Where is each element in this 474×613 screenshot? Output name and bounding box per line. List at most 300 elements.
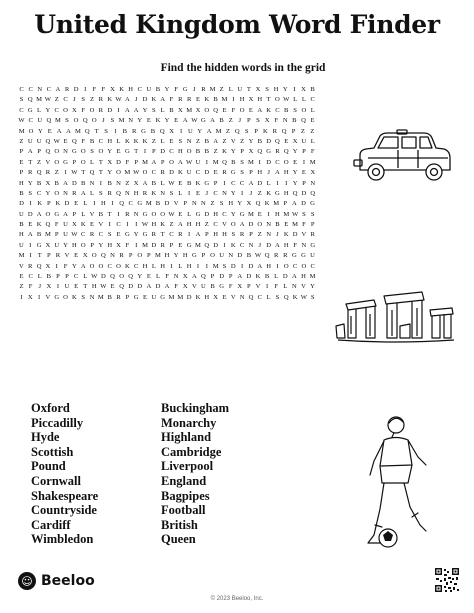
grid-letter: I [170, 262, 173, 270]
grid-letter: W [115, 96, 122, 104]
grid-letter: H [266, 262, 271, 270]
grid-letter: T [98, 169, 103, 177]
grid-letter: O [91, 252, 97, 260]
grid-letter: K [266, 106, 271, 114]
grid-letter: S [19, 96, 24, 104]
grid-letter: U [19, 210, 24, 218]
grid-letter: X [46, 283, 52, 291]
grid-letter: S [28, 189, 33, 197]
grid-letter: X [195, 106, 201, 114]
grid-letter: E [146, 273, 151, 281]
grid-letter: U [219, 252, 224, 260]
copyright-text: © 2023 Beeloo, Inc. [210, 596, 264, 602]
grid-letter: I [108, 221, 111, 229]
grid-letter: H [142, 262, 148, 270]
grid-letter: E [248, 106, 253, 114]
grid-letter: Z [125, 179, 130, 187]
grid-letter: G [204, 179, 210, 187]
grid-letter: P [19, 169, 24, 177]
grid-letter: S [302, 210, 306, 218]
grid-letter: A [257, 262, 263, 270]
grid-letter: Q [119, 283, 124, 291]
grid-letter: O [91, 117, 97, 125]
grid-letter: B [275, 221, 280, 229]
grid-letter: S [152, 106, 156, 114]
grid-letter: P [247, 283, 251, 291]
grid-letter: Q [201, 273, 206, 281]
grid-letter: S [99, 189, 103, 197]
grid-letter: H [19, 179, 24, 187]
grid-letter: O [98, 148, 104, 156]
grid-letter: Z [54, 169, 59, 177]
grid-letter: I [20, 293, 23, 301]
grid-letter: V [230, 137, 236, 145]
grid-letter: S [310, 210, 315, 218]
grid-letter: O [257, 221, 263, 229]
grid-letter: X [45, 262, 51, 270]
grid-letter: I [143, 148, 147, 156]
grid-letter: E [28, 221, 33, 229]
grid-letter: Q [128, 273, 134, 281]
grid-letter: I [241, 189, 244, 197]
grid-letter: C [36, 189, 42, 197]
grid-letter: N [37, 86, 43, 93]
grid-letter: P [201, 252, 206, 260]
grid-letter: M [248, 210, 254, 218]
grid-letter: H [204, 293, 210, 301]
grid-letter: O [283, 158, 289, 166]
grid-letter: K [266, 189, 271, 197]
grid-letter: Y [173, 252, 179, 260]
grid-letter: C [257, 293, 262, 301]
grid-letter: R [98, 96, 104, 104]
grid-letter: B [46, 273, 52, 281]
word-list-item: Liverpool [161, 459, 214, 474]
grid-letter: N [310, 179, 316, 187]
grid-letter: I [205, 262, 208, 270]
grid-letter: S [275, 293, 280, 301]
grid-letter: A [275, 169, 280, 177]
grid-letter: I [258, 158, 261, 166]
grid-letter: G [310, 241, 316, 249]
grid-letter: C [275, 158, 280, 166]
grid-letter: H [101, 200, 106, 208]
grid-letter: V [45, 158, 51, 166]
grid-letter: K [264, 200, 270, 208]
grid-letter: V [98, 221, 104, 229]
grid-letter: Y [45, 189, 51, 197]
grid-letter: C [107, 262, 112, 270]
grid-letter: D [155, 283, 161, 291]
grid-letter: J [205, 189, 209, 197]
grid-letter: P [210, 273, 215, 281]
grid-letter: Y [237, 200, 243, 208]
grid-letter: D [282, 273, 288, 281]
grid-letter: O [275, 96, 280, 104]
grid-letter: J [134, 96, 138, 104]
grid-letter: E [169, 137, 174, 145]
grid-letter: X [45, 179, 51, 187]
grid-letter: D [204, 210, 210, 218]
grid-letter: Y [137, 273, 143, 281]
grid-letter: N [301, 241, 307, 249]
grid-letter: V [301, 231, 307, 239]
grid-letter: O [54, 158, 60, 166]
grid-letter: K [195, 293, 201, 301]
grid-letter: W [53, 137, 60, 145]
grid-letter: D [27, 210, 33, 218]
grid-letter: Q [264, 252, 270, 260]
grid-letter: P [90, 241, 94, 249]
page-title: United Kingdom Word Finder [34, 10, 440, 39]
grid-letter: Q [213, 106, 219, 114]
grid-letter: P [283, 200, 288, 208]
grid-letter: J [276, 231, 279, 239]
grid-letter: P [134, 158, 139, 166]
grid-letter: D [128, 283, 134, 291]
grid-letter: Z [257, 189, 262, 197]
grid-letter: L [310, 106, 315, 114]
grid-letter: O [169, 158, 174, 166]
grid-letter: N [291, 283, 297, 291]
grid-letter: D [160, 148, 166, 156]
grid-letter: M [18, 127, 25, 135]
grid-letter: L [274, 273, 279, 281]
grid-letter: F [63, 262, 68, 270]
grid-letter: M [215, 127, 222, 135]
grid-letter: F [302, 221, 306, 229]
grid-letter: B [151, 179, 157, 187]
grid-letter: H [182, 252, 188, 260]
grid-letter: C [28, 86, 33, 93]
grid-letter: Q [292, 189, 298, 197]
grid-letter: H [213, 231, 219, 239]
grid-letter: N [186, 137, 192, 145]
grid-letter: C [28, 117, 33, 125]
grid-letter: O [301, 106, 307, 114]
grid-letter: O [116, 169, 121, 177]
grid-letter: Z [19, 137, 24, 145]
grid-letter: C [19, 106, 24, 114]
grid-letter: I [64, 169, 67, 177]
grid-letter: J [193, 86, 196, 93]
grid-letter: K [230, 241, 236, 249]
grid-letter: R [222, 169, 227, 177]
grid-letter: B [36, 231, 42, 239]
grid-letter: L [266, 293, 271, 301]
grid-letter: P [254, 127, 258, 135]
grid-letter: B [150, 127, 156, 135]
grid-letter: A [80, 189, 86, 197]
grid-letter: G [124, 148, 130, 156]
word-list-item: Cardiff [31, 517, 71, 532]
grid-letter: Z [228, 117, 233, 125]
word-list-item: Hyde [31, 430, 60, 445]
grid-letter: N [191, 200, 197, 208]
grid-letter: Q [283, 148, 289, 156]
grid-letter: B [231, 158, 236, 166]
grid-letter: K [142, 137, 148, 145]
grid-letter: Y [292, 148, 298, 156]
grid-letter: O [80, 241, 86, 249]
grid-letter: E [90, 221, 95, 229]
grid-letter: F [125, 241, 130, 249]
brand-name: Beeloo [41, 573, 95, 589]
grid-letter: N [116, 179, 121, 187]
grid-letter: E [310, 117, 315, 125]
grid-letter: C [81, 231, 86, 239]
grid-letter: T [94, 127, 99, 135]
grid-letter: C [54, 106, 59, 114]
grid-letter: S [81, 96, 86, 104]
grid-letter: B [219, 117, 224, 125]
grid-letter: X [182, 273, 188, 281]
grid-letter: L [266, 179, 271, 187]
grid-letter: M [75, 127, 81, 135]
grid-letter: M [18, 252, 25, 260]
grid-letter: I [241, 262, 244, 270]
word-list-item: Highland [161, 430, 212, 445]
grid-letter: S [219, 200, 224, 208]
grid-letter: D [301, 189, 307, 197]
grid-letter: X [264, 117, 270, 125]
grid-letter: Z [310, 127, 315, 135]
grid-letter: L [178, 189, 183, 197]
grid-letter: E [213, 169, 218, 177]
grid-letter: Y [197, 127, 203, 135]
grid-letter: M [248, 158, 254, 166]
grid-row [17, 137, 317, 147]
grid-letter: F [274, 117, 278, 125]
grid-letter: S [169, 189, 174, 197]
grid-letter: Z [240, 137, 245, 145]
grid-letter: P [291, 127, 296, 135]
grid-letter: I [29, 200, 32, 208]
grid-letter: D [248, 262, 254, 270]
grid-letter: G [137, 200, 143, 208]
word-list-item: Monarchy [161, 415, 217, 430]
grid-letter: H [228, 200, 234, 208]
grid-letter: X [292, 137, 298, 145]
grid-letter: B [210, 283, 215, 291]
grid-letter: O [116, 262, 121, 270]
grid-letter: H [128, 86, 134, 93]
grid-row [17, 293, 317, 303]
grid-letter: B [98, 210, 104, 218]
grid-letter: N [110, 252, 115, 260]
grid-letter: D [266, 137, 271, 145]
grid-letter: S [65, 117, 69, 125]
grid-letter: D [248, 221, 254, 229]
grid-letter: X [27, 293, 33, 301]
grid-letter: G [310, 200, 315, 208]
grid-letter: I [302, 158, 306, 166]
grid-letter: L [37, 273, 42, 281]
grid-letter: P [160, 158, 165, 166]
grid-letter: W [91, 273, 98, 281]
grid-letter: G [54, 293, 60, 301]
grid-letter: A [63, 210, 68, 218]
grid-letter: N [266, 231, 271, 239]
grid-row [17, 241, 317, 251]
grid-letter: M [36, 96, 42, 104]
grid-letter: S [244, 127, 249, 135]
grid-letter: U [310, 252, 315, 260]
grid-letter: P [54, 231, 59, 239]
word-list-item: Cambridge [161, 444, 222, 459]
grid-letter: Q [248, 293, 254, 301]
grid-letter: O [151, 210, 157, 218]
word-list-left [31, 401, 98, 547]
grid-letter: R [55, 252, 61, 260]
grid-letter: S [310, 293, 315, 301]
grid-letter: V [191, 283, 197, 291]
grid-letter: G [63, 158, 68, 166]
grid-letter: M [212, 158, 219, 166]
grid-row [17, 127, 317, 137]
grid-letter: E [47, 127, 52, 135]
grid-letter: C [19, 86, 24, 93]
grid-letter: A [239, 221, 245, 229]
grid-letter: X [82, 252, 88, 260]
grid-letter: M [124, 169, 131, 177]
grid-row [17, 168, 317, 178]
word-list-item: Piccadilly [31, 415, 84, 430]
grid-letter: J [249, 189, 253, 197]
grid-letter: G [291, 252, 297, 260]
grid-letter: Q [84, 127, 90, 135]
grid-letter: C [133, 262, 139, 270]
grid-letter: A [210, 117, 215, 125]
grid-letter: Q [45, 137, 51, 145]
grid-letter: U [237, 86, 243, 93]
grid-letter: U [151, 293, 157, 301]
grid-letter: O [54, 148, 60, 156]
grid-letter: R [310, 231, 315, 239]
grid-letter: T [98, 158, 103, 166]
grid-letter: D [257, 179, 263, 187]
grid-letter: X [246, 200, 252, 208]
grid-letter: M [44, 231, 51, 239]
grid-letter: B [107, 179, 112, 187]
grid-letter: S [240, 158, 244, 166]
grid-letter: Q [257, 148, 263, 156]
grid-letter: I [37, 293, 41, 301]
grid-letter: A [124, 96, 130, 104]
grid-letter: B [204, 148, 209, 156]
word-list-item: Wimbledon [31, 532, 94, 547]
grid-letter: C [116, 221, 121, 229]
grid-letter: D [204, 169, 210, 177]
grid-letter: N [63, 189, 68, 197]
grid-letter: I [196, 262, 200, 270]
grid-letter: Q [89, 169, 95, 177]
grid-letter: U [63, 221, 68, 229]
grid-letter: E [146, 117, 151, 125]
grid-letter: D [64, 200, 70, 208]
grid-letter: N [239, 293, 245, 301]
grid-letter: O [98, 262, 104, 270]
grid-letter: E [222, 106, 227, 114]
grid-letter: U [19, 241, 24, 249]
grid-letter: Q [45, 221, 51, 229]
grid-letter: A [27, 231, 33, 239]
grid-letter: Z [210, 200, 215, 208]
grid-letter: P [72, 210, 77, 218]
grid-letter: R [283, 252, 288, 260]
grid-letter: L [90, 158, 95, 166]
grid-letter: B [310, 86, 315, 93]
grid-letter: C [239, 241, 245, 249]
grid-letter: L [90, 189, 95, 197]
grid-letter: E [19, 158, 24, 166]
grid-letter: Q [45, 148, 51, 156]
grid-letter: O [28, 127, 34, 135]
grid-letter: O [230, 221, 236, 229]
grid-letter: E [74, 200, 79, 208]
grid-letter: F [54, 221, 59, 229]
grid-letter: U [37, 117, 43, 125]
grid-letter: P [72, 158, 77, 166]
grid-letter: O [283, 262, 289, 270]
grid-letter: Q [72, 137, 77, 145]
grid-letter: E [116, 231, 121, 239]
grid-letter: F [81, 137, 86, 145]
grid-letter: B [19, 189, 24, 197]
grid-letter: U [186, 169, 192, 177]
grid-letter: W [100, 283, 107, 291]
grid-letter: K [160, 221, 166, 229]
grid-letter: V [230, 293, 236, 301]
grid-letter: J [73, 96, 76, 104]
grid-letter: M [209, 86, 216, 93]
word-list-item: England [161, 473, 207, 488]
grid-row [17, 179, 317, 189]
grid-letter: C [275, 106, 280, 114]
grid-letter: I [232, 96, 235, 104]
grid-letter: F [28, 283, 33, 291]
grid-letter: F [92, 86, 97, 93]
grid-row [17, 272, 317, 282]
grid-letter: V [19, 262, 24, 270]
grid-letter: G [201, 117, 206, 125]
grid-letter: B [292, 117, 297, 125]
grid-letter: H [257, 96, 263, 104]
grid-letter: A [195, 231, 201, 239]
grid-letter: H [151, 221, 157, 229]
grid-letter: Q [36, 169, 42, 177]
grid-letter: K [124, 137, 130, 145]
grid-letter: I [111, 200, 114, 208]
grid-letter: W [300, 293, 308, 301]
grid-letter: U [195, 158, 201, 166]
grid-letter: B [284, 106, 289, 114]
grid-letter: N [124, 189, 130, 197]
grid-letter: D [237, 252, 243, 260]
grid-letter: Y [292, 169, 298, 177]
grid-letter: O [142, 169, 148, 177]
grid-letter: X [45, 241, 51, 249]
grid-letter: A [275, 241, 280, 249]
grid-letter: R [178, 231, 183, 239]
grid-letter: Q [301, 117, 306, 125]
grid-letter: R [64, 86, 70, 93]
grid-letter: P [152, 148, 156, 156]
grid-letter: D [73, 86, 79, 93]
grid-letter: C [239, 179, 245, 187]
grid-letter: Q [110, 273, 115, 281]
grid-letter: S [222, 262, 227, 270]
